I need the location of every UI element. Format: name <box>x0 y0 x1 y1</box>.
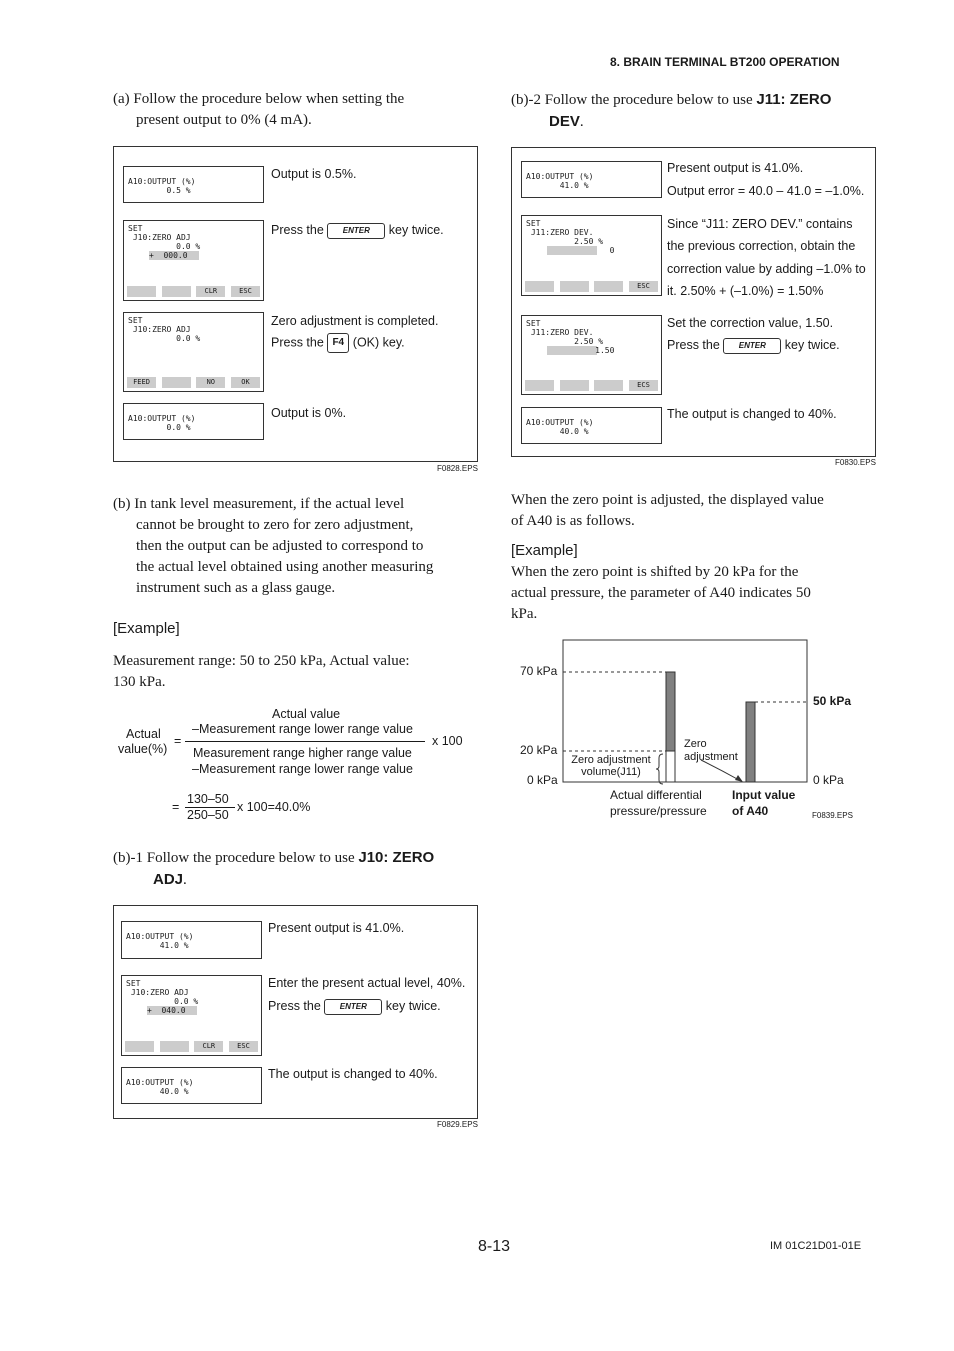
softkey-ecs: ECS <box>629 380 658 391</box>
lcd-zero-adj-input: SET J10:ZERO ADJ 0.0 % + 000.0 CLR ESC <box>123 220 264 301</box>
label-input-a40: Input value of A40 <box>732 788 796 818</box>
caption-set-correction: Set the correction value, 1.50. <box>667 316 834 330</box>
softkey-f2 <box>560 380 589 391</box>
caption-previous-correction: the previous correction, obtain the <box>667 239 856 253</box>
caption-since-j11: Since “J11: ZERO DEV.” contains <box>667 217 853 231</box>
brace-icon <box>656 754 663 784</box>
softkey-f1 <box>525 281 554 292</box>
lcd-zero-dev: SET J11:ZERO DEV. 2.50 % 0 ESC <box>521 215 662 296</box>
label-0kpa-right: 0 kPa <box>813 773 844 787</box>
softkey-clr: CLR <box>196 286 225 297</box>
figure-f0828 <box>113 146 478 462</box>
lcd-output-40: A10:OUTPUT (%) 40.0 % <box>521 407 662 444</box>
figure-f0829 <box>113 905 478 1119</box>
label-actual-pressure: Actual differential pressure/pressure <box>610 788 707 818</box>
lcd-zero-adj-040: SET J10:ZERO ADJ 0.0 % + 040.0 CLR ESC <box>121 975 262 1056</box>
eps-label-f0830: F0830.EPS <box>835 458 876 467</box>
softkey-f2 <box>162 286 191 297</box>
caption-correction-value: correction value by adding –1.0% to <box>667 262 866 276</box>
label-zero-adjustment: Zero adjustment <box>684 738 738 763</box>
label-50kpa: 50 kPa <box>813 694 852 708</box>
lcd-zero-dev-150: SET J11:ZERO DEV. 2.50 % 1.50 ECS <box>521 315 662 395</box>
softkey-esc: ESC <box>629 281 658 292</box>
caption-zero-completed: Zero adjustment is completed. <box>271 314 439 328</box>
caption-press-enter: Press the ENTER key twice. <box>268 999 441 1013</box>
caption-correction-sum: it. 2.50% + (–1.0%) = 1.50% <box>667 284 824 298</box>
eps-label-f0839: F0839.EPS <box>812 811 853 820</box>
bar-input-a40 <box>746 702 755 782</box>
softkey-clr: CLR <box>194 1041 223 1052</box>
softkey-f2 <box>560 281 589 292</box>
enter-key-icon: ENTER <box>327 223 385 239</box>
softkey-row <box>125 1041 258 1052</box>
caption-press-f4: Press the F4 (OK) key. <box>271 333 405 353</box>
caption-changed-40: The output is changed to 40%. <box>667 407 837 421</box>
enter-key-icon: ENTER <box>324 999 382 1015</box>
softkey-row <box>525 380 658 391</box>
softkey-f1 <box>525 380 554 391</box>
softkey-f3 <box>594 281 623 292</box>
lcd-zero-adj-confirm: SET J10:ZERO ADJ 0.0 % FEED NO OK <box>123 312 264 392</box>
step-b2-text: (b)-2 Follow the procedure below to use J11: ZERO DEV. <box>511 91 832 130</box>
lcd-output-05: A10:OUTPUT (%) 0.5 % <box>123 166 264 203</box>
f4-key-icon: F4 <box>327 333 349 353</box>
example-heading-right: [Example] <box>511 542 578 559</box>
softkey-f3 <box>594 380 623 391</box>
caption-output-0: Output is 0%. <box>271 406 347 420</box>
bar-zero-volume-segment <box>666 751 675 782</box>
zero-point-note: When the zero point is adjusted, the displayed value of A40 is as follows. <box>511 492 824 529</box>
eps-label-f0829: F0829.EPS <box>437 1120 478 1129</box>
example-heading-left: [Example] <box>113 620 180 637</box>
lcd-output-0: A10:OUTPUT (%) 0.0 % <box>123 403 264 440</box>
step-b1-text: (b)-1 Follow the procedure below to use J10: ZERO ADJ. <box>113 849 435 888</box>
softkey-row <box>127 377 260 388</box>
caption-output-error: Output error = 40.0 – 41.0 = –1.0%. <box>667 184 865 198</box>
caption-press-enter: Press the ENTER key twice. <box>271 223 444 237</box>
page-number: 8-13 <box>478 1238 511 1255</box>
softkey-f2 <box>162 377 191 388</box>
label-0kpa-left: 0 kPa <box>527 773 558 787</box>
softkey-f1 <box>125 1041 154 1052</box>
label-70kpa: 70 kPa <box>520 664 558 678</box>
softkey-row <box>525 281 658 292</box>
softkey-no: NO <box>196 377 225 388</box>
softkey-ok: OK <box>231 377 260 388</box>
caption-present-41: Present output is 41.0%. <box>667 161 804 175</box>
softkey-f2 <box>160 1041 189 1052</box>
softkey-f1 <box>127 286 156 297</box>
softkey-esc: ESC <box>229 1041 258 1052</box>
formula-actual-value: Actual value(%) = Actual value –Measurement range lower range value Measurement range higher range value –Measurement range lower range value x 100 = 130–50 250–50 x 100=40.0% <box>118 707 463 822</box>
diagram-f0839 <box>511 630 861 825</box>
eps-label-f0828: F0828.EPS <box>437 464 478 473</box>
caption-enter-level: Enter the present actual level, 40%. <box>268 976 466 990</box>
caption-present-41: Present output is 41.0%. <box>268 921 405 935</box>
arrow-head-icon <box>735 775 743 782</box>
document-id: IM 01C21D01-01E <box>770 1240 862 1252</box>
lcd-output-41: A10:OUTPUT (%) 41.0 % <box>521 161 662 198</box>
lcd-output-41: A10:OUTPUT (%) 41.0 % <box>121 921 262 959</box>
step-a-text: (a) Follow the procedure below when setting the present output to 0% (4 mA). <box>113 91 405 128</box>
figure-f0830 <box>511 147 876 457</box>
caption-changed-40: The output is changed to 40%. <box>268 1067 438 1081</box>
section-header: 8. BRAIN TERMINAL BT200 OPERATION <box>610 55 840 69</box>
enter-key-icon: ENTER <box>723 338 781 354</box>
softkey-feed: FEED <box>127 377 156 388</box>
label-zero-adj-volume: Zero adjustment volume(J11) <box>571 754 651 778</box>
lcd-output-40: A10:OUTPUT (%) 40.0 % <box>121 1067 262 1104</box>
example-text-left: Measurement range: 50 to 250 kPa, Actual value: 130 kPa. <box>113 653 410 690</box>
example-text-right: When the zero point is shifted by 20 kPa for the actual pressure, the parameter of A40 indicates 50 kPa. <box>511 564 811 622</box>
softkey-esc: ESC <box>231 286 260 297</box>
caption-press-enter: Press the ENTER key twice. <box>667 338 840 352</box>
softkey-row <box>127 286 260 297</box>
step-b-text: (b) In tank level measurement, if the actual level cannot be brought to zero for zero adjustment, then the output can be adjusted to correspond to the actual level obtained using another measuring instrument such as a glass gauge. <box>113 496 434 596</box>
label-20kpa: 20 kPa <box>520 743 558 757</box>
caption-output-05: Output is 0.5%. <box>271 167 357 181</box>
